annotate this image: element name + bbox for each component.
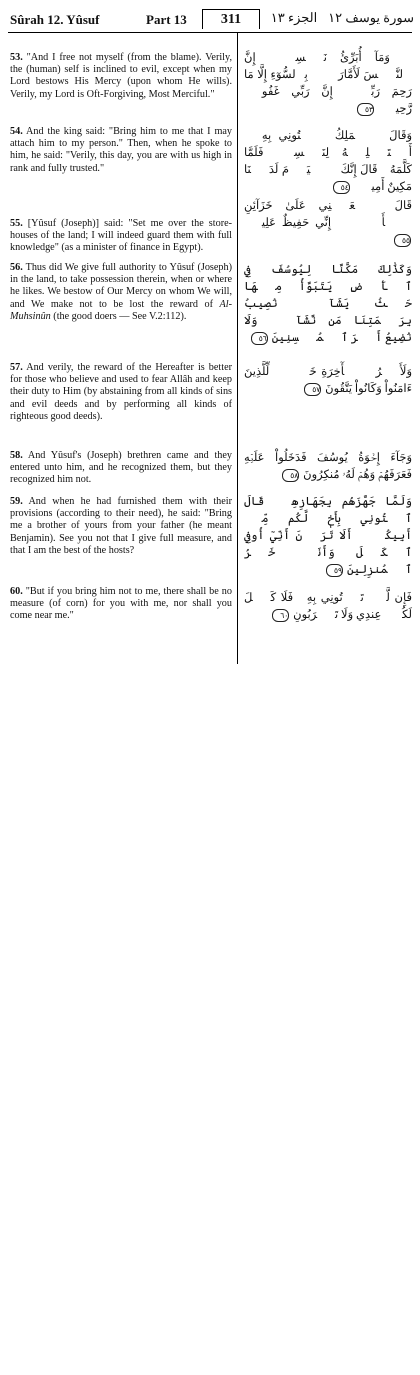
verse-60-translation <box>10 586 232 623</box>
arabic-text: وَلَأَجۡرُ ٱلۡأٓخِرَةِ خَيۡرٞ لِّلَّذِينَ ءَامَنُواْ وَكَانُواْ يَتَّقُونَ <box>244 366 412 395</box>
column-divider <box>237 32 238 664</box>
ayah-marker: ٥٧ <box>304 383 321 396</box>
verse-italic-term: Al-Muhsinûn <box>10 298 232 322</box>
verse-number: 56. <box>10 262 23 273</box>
verse-number: 54. <box>10 126 23 137</box>
verse-number: 53. <box>10 52 23 63</box>
arabic-text: فَإِن لَّمۡ تَأۡتُونِي بِهِۦ فَلَا كَيۡلَ لَكُمۡ عِندِي وَلَا تَقۡرَبُونِ <box>244 592 412 621</box>
verse-58-translation <box>10 450 232 487</box>
page-number: 311 <box>202 9 260 29</box>
verse-57-translation <box>10 362 232 423</box>
verse-text: And when he had furnished them with their provisions (according to their need), he said: "Bring me a brother of yours from your father (he meant Benjamin). See you not that I give full measure, and that I am the best of the hosts? <box>10 496 232 556</box>
arabic-text: وَكَذَٰلِكَ مَكَّنَّا لِيُوسُفَ فِي ٱلۡأَرۡضِ يَتَبَوَّأُ مِنۡهَا حَيۡثُ يَشَآءُۚ نُصِيبُ بِرَحۡمَتِنَا مَن نَّشَآءُۖ وَلَا نُضِيعُ أَجۡرَ ٱلۡمُحۡسِنِينَ <box>244 264 412 344</box>
verse-text: [Yûsuf (Joseph)] said: "Set me over the store-houses of the land; I will indeed guard them with full knowledge" (as a minister of finance in Egypt). <box>10 218 232 254</box>
verse-53-translation <box>10 52 232 101</box>
verse-text: And Yûsuf's (Joseph) brethren came and they entered unto him, and he recognized them, but they recognized him not. <box>10 450 232 486</box>
page-header <box>8 8 412 33</box>
verse-56-translation <box>10 262 232 323</box>
verse-text: And verily, the reward of the Hereafter is better for those who believe and used to fear Allâh and keep their duty to Him (by abstaining from all kinds of sins and evil deeds and by performing all kinds of righteous good deeds). <box>10 362 232 422</box>
ayah-marker: ٥٤ <box>333 181 350 194</box>
verse-text-continued: (the good doers — See V.2:112). <box>50 310 187 322</box>
verse-number: 59. <box>10 496 23 507</box>
verse-text: Thus did We give full authority to Yûsuf (Joseph) in the land, to take possession therein, when or where he likes. We bestow of Our Mercy on whom We will, and We make not to be lost the reward of <box>10 262 232 310</box>
ayah-marker: ٥٩ <box>326 564 343 577</box>
ayah-marker: ٥٣ <box>357 103 374 116</box>
verse-55-translation <box>10 218 232 255</box>
verse-56-arabic <box>244 262 412 347</box>
verse-58-arabic <box>244 450 412 484</box>
verse-57-arabic <box>244 364 412 398</box>
arabic-text: وَجَآءَ إِخۡوَةُ يُوسُفَ فَدَخَلُواْ عَلَيۡهِ فَعَرَفَهُمۡ وَهُمۡ لَهُۥ مُنكِرُونَ <box>244 452 412 481</box>
arabic-text: ۞ وَمَآ أُبَرِّئُ نَفۡسِيٓۚ إِنَّ ٱلنَّفۡسَ لَأَمَّارَةُۢ بِٱلسُّوٓءِ إِلَّا مَا رَحِمَ رَبِّيٓۚ إِنَّ رَبِّي غَفُورٞ رَّحِيمٞ <box>244 52 412 115</box>
surah-title-arabic: سورة يوسف ١٢ <box>328 10 414 25</box>
arabic-text: قَالَ ٱجۡعَلۡنِي عَلَىٰ خَزَآئِنِ ٱلۡأَرۡضِۖ إِنِّي حَفِيظٌ عَلِيمٞ <box>244 200 412 229</box>
verse-60-arabic <box>244 590 412 624</box>
ayah-marker: ٥٦ <box>251 332 268 345</box>
ayah-marker: ٦٠ <box>272 609 289 622</box>
arabic-text: وَلَمَّا جَهَّزَهُم بِجَهَازِهِمۡ قَالَ ٱئۡتُونِي بِأَخٖ لَّكُم مِّنۡ أَبِيكُمۡۚ أَلَا تَرَوۡنَ أَنِّيٓ أُوفِي ٱلۡكَيۡلَ وَأَنَا۠ خَيۡرُ ٱلۡمُنزِلِينَ <box>244 496 412 576</box>
verse-text: "But if you bring him not to me, there shall be no measure (of corn) for you with me, nor shall you come near me." <box>10 586 232 622</box>
verse-59-translation <box>10 496 232 557</box>
verse-54-arabic <box>244 128 412 196</box>
verse-59-arabic <box>244 494 412 579</box>
ayah-marker: ٥٥ <box>394 234 411 247</box>
part-label-english: Part 13 <box>146 12 187 27</box>
verse-text: And the king said: "Bring him to me that I may attach him to my person." Then, when he spoke to him, he said: "Verily, this day, you are with us high in rank and fully trusted." <box>10 126 232 174</box>
verse-number: 55. <box>10 218 23 229</box>
part-label-arabic: الجزء ١٣ <box>270 10 318 25</box>
surah-title-english: Sûrah 12. Yûsuf <box>10 12 100 27</box>
ayah-marker: ٥٨ <box>282 469 299 482</box>
verse-53-arabic <box>244 50 412 118</box>
verse-55-arabic <box>244 198 412 249</box>
arabic-text: وَقَالَ ٱلۡمَلِكُ ٱئۡتُونِي بِهِۦٓ أَسۡتَخۡلِصۡهُ لِنَفۡسِيۖ فَلَمَّا كَلَّمَهُۥ قَالَ إِنَّكَ ٱلۡيَوۡمَ لَدَيۡنَا مَكِينٌ أَمِينٞ <box>244 130 412 193</box>
verse-54-translation <box>10 126 232 175</box>
verse-text: "And I free not myself (from the blame). Verily, the (human) self is inclined to evil, except when my Lord bestows His Mercy (upon whom He wills). Verily, my Lord is Oft-Forgiving, Most Merciful." <box>10 52 232 100</box>
verse-number: 58. <box>10 450 23 461</box>
verse-number: 57. <box>10 362 23 373</box>
verse-number: 60. <box>10 586 23 597</box>
